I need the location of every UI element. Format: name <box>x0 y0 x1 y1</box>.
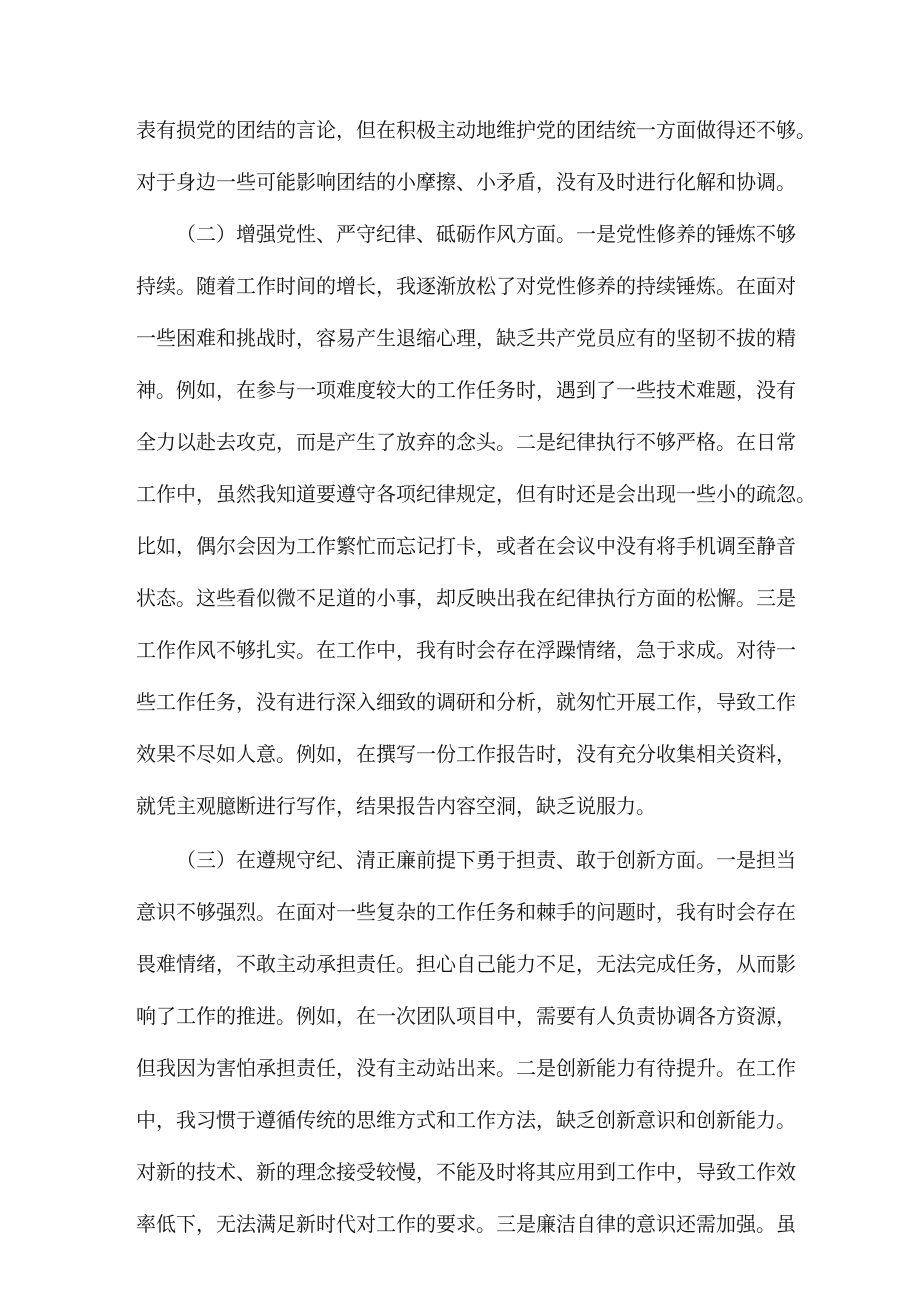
text-line: 工作作风不够扎实。在工作中，我有时会存在浮躁情绪，急于求成。对待一 <box>136 638 796 662</box>
text-line: 神。例如，在参与一项难度较大的工作任务时，遇到了一些技术难题，没有 <box>136 378 796 402</box>
text-line: 全力以赴去攻克，而是产生了放弃的念头。二是纪律执行不够严格。在日常 <box>136 430 796 454</box>
text-line: 率低下，无法满足新时代对工作的要求。三是廉洁自律的意识还需加强。虽 <box>136 1212 796 1236</box>
section-heading-line: （三）在遵规守纪、清正廉前提下勇于担责、敢于创新方面。一是担当 <box>176 848 796 872</box>
text-line: 持续。随着工作时间的增长，我逐渐放松了对党性修养的持续锤炼。在面对 <box>136 274 796 298</box>
text-line: 一些困难和挑战时，容易产生退缩心理，缺乏共产党员应有的坚韧不拔的精 <box>136 326 796 350</box>
text-line: 对新的技术、新的理念接受较慢，不能及时将其应用到工作中，导致工作效 <box>136 1160 796 1184</box>
text-line: 畏难情绪，不敢主动承担责任。担心自己能力不足，无法完成任务，从而影 <box>136 952 796 976</box>
text-line: 响了工作的推进。例如，在一次团队项目中，需要有人负责协调各方资源， <box>136 1004 796 1028</box>
text-line: 工作中，虽然我知道要遵守各项纪律规定，但有时还是会出现一些小的疏忽。 <box>136 482 816 506</box>
text-line: 比如，偶尔会因为工作繁忙而忘记打卡，或者在会议中没有将手机调至静音 <box>136 534 796 558</box>
section-heading-line: （二）增强党性、严守纪律、砥砺作风方面。一是党性修养的锤炼不够 <box>176 222 796 246</box>
text-line: 对于身边一些可能影响团结的小摩擦、小矛盾，没有及时进行化解和协调。 <box>136 170 796 194</box>
text-line: 但我因为害怕承担责任，没有主动站出来。二是创新能力有待提升。在工作 <box>136 1056 796 1080</box>
text-line: 意识不够强烈。在面对一些复杂的工作任务和棘手的问题时，我有时会存在 <box>136 900 796 924</box>
text-line: 效果不尽如人意。例如，在撰写一份工作报告时，没有充分收集相关资料， <box>136 742 796 766</box>
text-line: 就凭主观臆断进行写作，结果报告内容空洞，缺乏说服力。 <box>136 794 656 818</box>
text-line: 状态。这些看似微不足道的小事，却反映出我在纪律执行方面的松懈。三是 <box>136 586 796 610</box>
text-line: 表有损党的团结的言论，但在积极主动地维护党的团结统一方面做得还不够。 <box>136 118 816 142</box>
text-line: 些工作任务，没有进行深入细致的调研和分析，就匆忙开展工作，导致工作 <box>136 690 796 714</box>
text-line: 中，我习惯于遵循传统的思维方式和工作方法，缺乏创新意识和创新能力。 <box>136 1108 796 1132</box>
